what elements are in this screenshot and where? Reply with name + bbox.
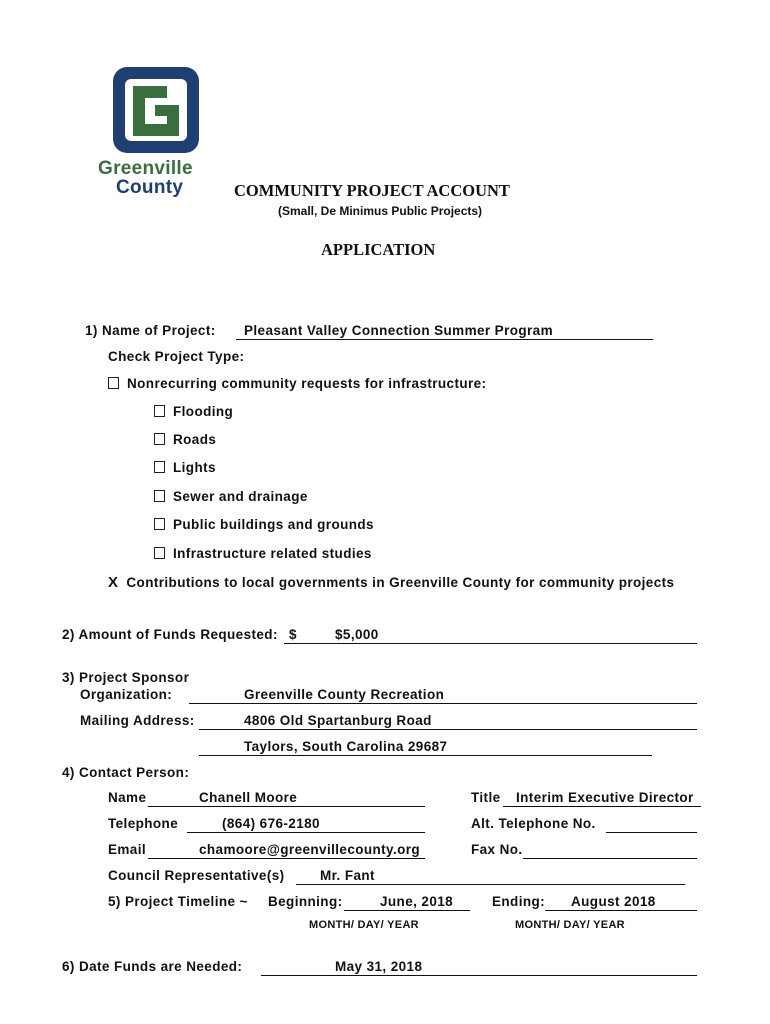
logo-text-line2: County (116, 177, 184, 198)
logo-text-line1: Greenville (98, 158, 193, 179)
roads-label: Roads (173, 432, 217, 447)
contact-title-value: Interim Executive Director (516, 790, 694, 805)
organization-line[interactable] (189, 703, 697, 704)
mailing-address-value2: Taylors, South Carolina 29687 (244, 739, 448, 754)
alt-telephone-line[interactable] (606, 832, 697, 833)
telephone-line[interactable] (187, 832, 425, 833)
ending-format-hint: MONTH/ DAY/ YEAR (515, 919, 625, 931)
telephone-label: Telephone (108, 816, 179, 831)
mailing-address-value1: 4806 Old Spartanburg Road (244, 713, 432, 728)
contact-title-label: Title (471, 790, 501, 805)
lights-label: Lights (173, 460, 216, 475)
beginning-format-hint: MONTH/ DAY/ YEAR (309, 919, 419, 931)
contribution-label: Contributions to local governments in Greenville County for community projects (126, 575, 675, 590)
beginning-label: Beginning: (268, 894, 343, 909)
fax-label: Fax No. (471, 842, 523, 857)
option-sewer[interactable] (154, 489, 308, 504)
alt-telephone-label: Alt. Telephone No. (471, 816, 596, 831)
contact-name-label: Name (108, 790, 147, 805)
option-flooding[interactable] (154, 404, 233, 419)
council-rep-label: Council Representative(s) (108, 868, 285, 883)
contribution-mark[interactable]: X (108, 574, 119, 591)
nonrecurring-option[interactable] (108, 376, 486, 391)
timeline-label: 5) Project Timeline ~ (108, 894, 248, 909)
contribution-option[interactable] (108, 574, 674, 591)
contact-person-label: 4) Contact Person: (62, 765, 190, 780)
funds-requested-line[interactable] (284, 643, 697, 644)
ending-line[interactable] (545, 910, 697, 911)
organization-value: Greenville County Recreation (244, 687, 445, 702)
check-type-label: Check Project Type: (108, 349, 245, 364)
project-name-value: Pleasant Valley Connection Summer Program (244, 323, 553, 338)
gc-logo-icon (96, 64, 222, 164)
ending-value: August 2018 (571, 894, 656, 909)
ending-label: Ending: (492, 894, 546, 909)
beginning-line[interactable] (344, 910, 470, 911)
project-sponsor-label: 3) Project Sponsor (62, 670, 190, 685)
form-heading: APPLICATION (321, 240, 436, 259)
contact-name-value: Chanell Moore (199, 790, 298, 805)
county-logo (96, 64, 222, 204)
option-infrastructure-studies[interactable] (154, 546, 372, 561)
sewer-label: Sewer and drainage (173, 489, 308, 504)
contact-name-line[interactable] (148, 806, 425, 807)
project-name-label: 1) Name of Project: (85, 323, 216, 338)
project-name-line[interactable] (236, 339, 653, 340)
mailing-address-line1[interactable] (199, 729, 697, 730)
public-buildings-checkbox[interactable] (154, 518, 165, 530)
option-lights[interactable] (154, 460, 216, 475)
flooding-checkbox[interactable] (154, 405, 165, 417)
telephone-value: (864) 676-2180 (222, 816, 320, 831)
funds-requested-label: 2) Amount of Funds Requested: (62, 627, 278, 642)
date-funds-needed-line[interactable] (261, 975, 697, 976)
email-value: chamoore@greenvillecounty.org (199, 842, 421, 857)
option-roads[interactable] (154, 432, 216, 447)
email-label: Email (108, 842, 147, 857)
flooding-label: Flooding (173, 404, 234, 419)
funds-currency: $ (289, 627, 297, 642)
mailing-address-line2[interactable] (199, 755, 652, 756)
date-funds-needed-label: 6) Date Funds are Needed: (62, 959, 243, 974)
option-public-buildings[interactable] (154, 517, 374, 532)
form-title: COMMUNITY PROJECT ACCOUNT (234, 181, 510, 200)
roads-checkbox[interactable] (154, 433, 165, 445)
fax-line[interactable] (523, 858, 697, 859)
infrastructure-studies-checkbox[interactable] (154, 547, 165, 559)
date-funds-needed-value: May 31, 2018 (335, 959, 423, 974)
contact-title-line[interactable] (503, 806, 701, 807)
nonrecurring-checkbox[interactable] (108, 377, 119, 389)
infrastructure-studies-label: Infrastructure related studies (173, 546, 372, 561)
form-subtitle: (Small, De Minimus Public Projects) (278, 204, 483, 218)
beginning-value: June, 2018 (380, 894, 454, 909)
email-line[interactable] (148, 858, 425, 859)
mailing-address-label: Mailing Address: (80, 713, 195, 728)
funds-requested-value: $5,000 (335, 627, 379, 642)
council-rep-line[interactable] (296, 884, 685, 885)
sewer-checkbox[interactable] (154, 490, 165, 502)
organization-label: Organization: (80, 687, 173, 702)
nonrecurring-label: Nonrecurring community requests for infrastructure: (127, 376, 487, 391)
lights-checkbox[interactable] (154, 461, 165, 473)
public-buildings-label: Public buildings and grounds (173, 517, 374, 532)
council-rep-value: Mr. Fant (320, 868, 375, 883)
